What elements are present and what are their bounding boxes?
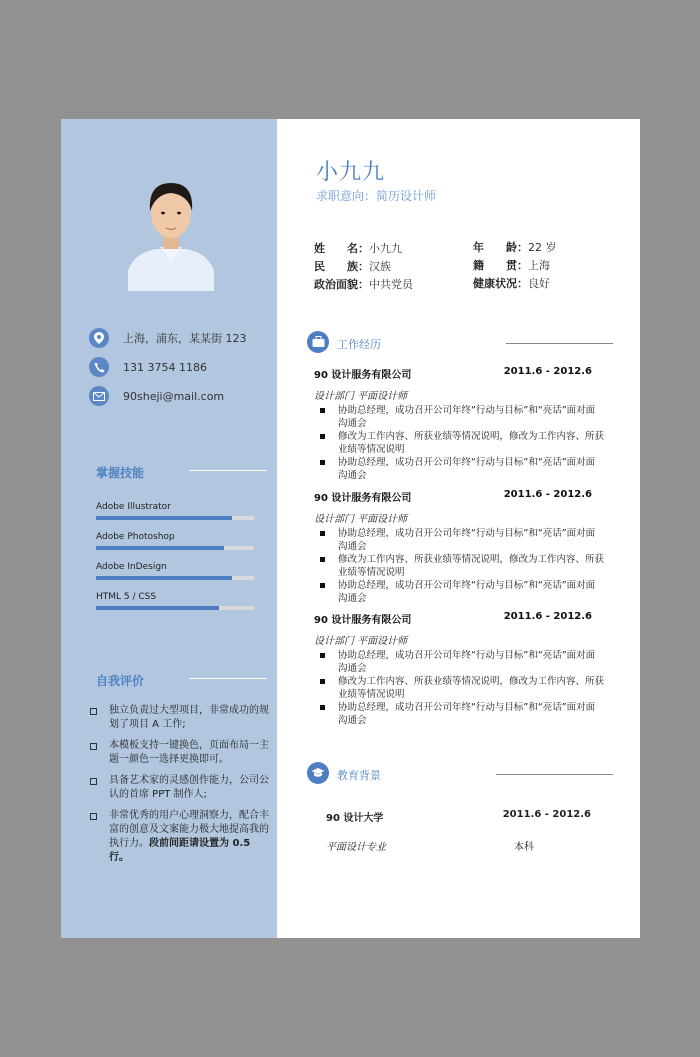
list-item: 非常优秀的用户心理洞察力，配合丰富的创意及文案能力极大地提高我的执行力。段前间距请设置为 0.5 行。 [89,809,271,865]
job-dates: 2011.6 - 2012.6 [503,489,592,500]
skill-bar-fill [96,606,219,610]
duty-list [314,649,604,727]
list-item: 具备艺术家的灵感创作能力，公司公认的首席 PPT 制作人; [89,774,271,802]
checkbox-bullet-icon [90,813,97,820]
list-item: 协助总经理，成功召开公司年终“行动与目标”和“亮话”面对面沟通会 [314,649,604,675]
duty-list [314,527,604,605]
major: 平面设计专业 [326,842,386,853]
job-dates: 2011.6 - 2012.6 [503,611,592,622]
degree: 本科 [514,842,534,853]
work-section-badge [307,331,329,353]
list-item: 协助总经理，成功召开公司年终“行动与目标”和“亮话”面对面沟通会 [314,701,604,727]
contact-email [89,384,224,408]
square-bullet-icon [320,679,325,684]
profile-photo [126,161,216,291]
info-name: 姓 名：小九九 [314,242,402,255]
skills-heading: 掌握技能 [96,466,145,480]
skill-bar-fill [96,516,232,520]
graduation-cap-icon [311,767,325,779]
sidebar [61,119,277,938]
duty-list [314,404,604,482]
company-name: 90 设计服务有限公司 [314,370,412,381]
resume-page [61,119,640,938]
education-section-rule [496,774,613,775]
skill-illustrator [96,502,254,520]
list-item: 协助总经理，成功召开公司年终“行动与目标”和“亮话”面对面沟通会 [314,579,604,605]
square-bullet-icon [320,408,325,413]
skill-bar-fill [96,576,232,580]
job-entry-2 [314,489,604,605]
square-bullet-icon [320,583,325,588]
info-political: 政治面貌：中共党员 [314,278,413,291]
list-item: 协助总经理，成功召开公司年终“行动与目标”和“亮话”面对面沟通会 [314,456,604,482]
job-dept: 设计部门 平面设计师 [314,391,408,402]
skill-bar-fill [96,546,224,550]
list-item: 协助总经理，成功召开公司年终“行动与目标”和“亮话”面对面沟通会 [314,404,604,430]
candidate-name: 小九九 [316,160,386,185]
list-item: 本模板支持一键换色，页面布局一主题一颜色一选择更换即可。 [89,739,271,767]
company-name: 90 设计服务有限公司 [314,615,412,626]
checkbox-bullet-icon [90,743,97,750]
skill-bar-track [96,516,254,520]
contact-address [89,326,247,350]
job-dept: 设计部门 平面设计师 [314,514,408,525]
skill-name: Adobe Illustrator [96,502,171,512]
list-item: 独立负责过大型项目，非常成功的规划了项目 A 工作; [89,704,271,732]
list-item: 协助总经理，成功召开公司年终“行动与目标”和“亮话”面对面沟通会 [314,527,604,553]
skill-name: Adobe Photoshop [96,532,175,542]
self-eval-heading-rule [189,678,267,679]
phone-icon [89,357,109,377]
job-entry-3 [314,611,604,727]
job-dates: 2011.6 - 2012.6 [503,366,592,377]
email-text: 90sheji@mail.com [123,389,225,403]
education-entry [326,809,606,853]
square-bullet-icon [320,705,325,710]
list-item: 修改为工作内容、所获业绩等情况说明，修改为工作内容、所获业绩等情况说明 [314,675,604,701]
work-section-title: 工作经历 [337,338,381,351]
skill-photoshop [96,532,254,550]
work-section-rule [506,343,613,344]
info-health: 健康状况：良好 [473,277,550,290]
skill-name: Adobe InDesign [96,562,167,572]
phone-text: 131 3754 1186 [123,360,207,374]
skill-indesign [96,562,254,580]
square-bullet-icon [320,434,325,439]
skill-bar-track [96,576,254,580]
contact-phone [89,355,207,379]
education-section-badge [307,762,329,784]
email-icon [89,386,109,406]
info-age: 年 龄：22 岁 [473,241,557,254]
edu-dates: 2011.6 - 2012.6 [502,809,591,820]
checkbox-bullet-icon [90,708,97,715]
square-bullet-icon [320,653,325,658]
self-eval-list [89,704,271,872]
skill-bar-track [96,546,254,550]
skill-name: HTML 5 / CSS [96,592,157,602]
checkbox-bullet-icon [90,778,97,785]
square-bullet-icon [320,531,325,536]
company-name: 90 设计服务有限公司 [314,493,412,504]
location-pin-icon [89,328,109,348]
square-bullet-icon [320,557,325,562]
self-eval-heading: 自我评价 [96,674,145,688]
briefcase-icon [312,336,325,348]
address-text: 上海，浦东，某某街 123 [123,332,247,345]
skill-bar-track [96,606,254,610]
job-intent: 求职意向：简历设计师 [316,189,437,203]
info-ethnicity: 民 族：汉族 [314,260,391,273]
square-bullet-icon [320,460,325,465]
skills-heading-rule [189,470,267,471]
education-section-title: 教育背景 [337,769,381,782]
info-hometown: 籍 贯：上海 [473,259,550,272]
job-entry-1 [314,366,604,482]
list-item: 修改为工作内容、所获业绩等情况说明，修改为工作内容、所获业绩等情况说明 [314,553,604,579]
job-dept: 设计部门 平面设计师 [314,636,408,647]
school-name: 90 设计大学 [326,813,384,824]
list-item: 修改为工作内容、所获业绩等情况说明，修改为工作内容、所获业绩等情况说明 [314,430,604,456]
column-divider [277,119,280,938]
skill-html-css [96,592,254,610]
